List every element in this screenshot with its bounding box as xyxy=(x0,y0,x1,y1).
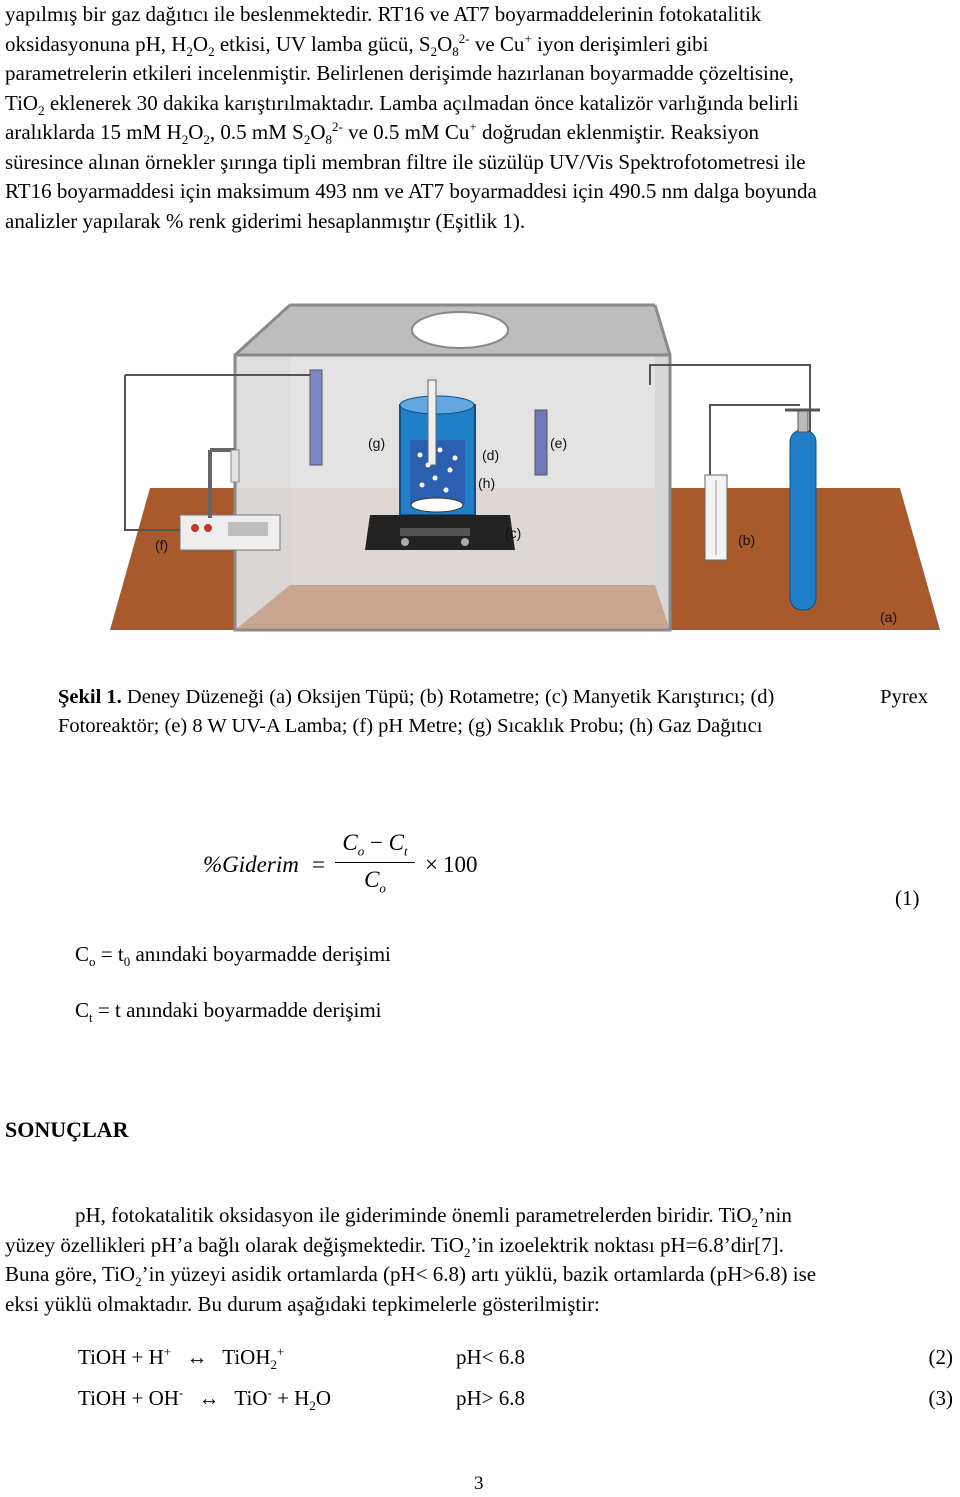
label-b: (b) xyxy=(738,532,756,548)
results-paragraph xyxy=(5,1201,955,1319)
label-a: (a) xyxy=(880,609,898,625)
reaction-2: TiOH + H+ ↔ TiOH$_2$+ pH< 6.8 (2) xyxy=(78,1344,953,1373)
fraction: $C_o - C_t$ $C_o$ xyxy=(335,830,415,893)
text-line: yüzey özellikleri pH’a bağlı olarak değişmektedir. TiO$_2$’in izoelektrik noktası pH=6.8’dir[7]. xyxy=(5,1232,784,1260)
text-line: yapılmış bir gaz dağıtıcı ile beslenmektedir. RT16 ve AT7 boyarmaddelerinin fotokatalitik xyxy=(5,2,762,26)
experimental-setup-figure xyxy=(110,300,940,645)
label-d: (d) xyxy=(482,447,500,463)
label-e: (e) xyxy=(550,435,568,451)
label-f: (f) xyxy=(155,537,169,553)
caption-pyrex: Pyrex xyxy=(880,686,928,708)
page-number: 3 xyxy=(474,1473,484,1494)
text-line: oksidasyonuna pH, $H_2O_2$ etkisi, UV lamba gücü, $S_2O_8^{2-}$ ve Cu+ iyon derişimleri gibi xyxy=(5,30,709,59)
text-line: parametrelerin etkileri incelenmiştir. Belirlenen derişimde hazırlanan boyarmadde çözeltisine, xyxy=(5,61,794,85)
temperature-probe xyxy=(310,370,322,465)
caption-line-1: Şekil 1. Deney Düzeneği (a) Oksijen Tüpü; (b) Rotametre; (c) Manyetik Karıştırıcı; (d) Pyrex xyxy=(58,683,928,712)
top-hole xyxy=(412,312,508,348)
text-line: analizler yapılarak % renk giderimi hesaplanmıştır (Eşitlik 1). xyxy=(5,208,526,233)
caption-line-2: Fotoreaktör; (e) 8 W UV-A Lamba; (f) pH Metre; (g) Sıcaklık Probu; (h) Gaz Dağıtıcı xyxy=(58,715,763,737)
definition-ct: $C_t = t$ anındaki boyarmadde derişimi xyxy=(75,998,382,1026)
text-line: TiO$_2$ eklenerek 30 dakika karıştırılmaktadır. Lamba açılmadan önce katalizör varlığında belirli xyxy=(5,90,799,118)
text-line: eksi yüklü olmaktadır. Bu durum aşağıdaki tepkimelerle gösterilmiştir: xyxy=(5,1291,600,1316)
figure-caption xyxy=(58,683,928,741)
label-h: (h) xyxy=(478,475,496,491)
intro-paragraph xyxy=(5,0,955,236)
text-line: Buna göre, TiO$_2$’in yüzeyi asidik ortamlarda (pH< 6.8) artı yüklü, bazik ortamlarda (pH>6.8) ise xyxy=(5,1262,817,1290)
gas-distributor xyxy=(411,498,463,512)
uv-lamp xyxy=(535,410,547,475)
equation-number: (1) xyxy=(895,886,920,910)
text-line: pH, fotokatalitik oksidasyon ile gideriminde önemli parametrelerden biridir. TiO$_2$’nin xyxy=(75,1203,792,1231)
definition-co: $C_o = t_0$ anındaki boyarmadde derişimi xyxy=(75,942,391,970)
oxygen-tank xyxy=(790,430,816,610)
photoreactor-inner xyxy=(410,440,465,505)
label-c: (c) xyxy=(505,525,522,541)
magnetic-stirrer xyxy=(365,515,515,550)
label-g: (g) xyxy=(368,435,386,451)
text-line: aralıklarda 15 mM $H_2O_2$, 0.5 mM $S_2O_8^{2-}$ ve 0.5 mM Cu+ doğrudan eklenmiştir. Reaksiyon xyxy=(5,119,760,148)
fraction-bar xyxy=(335,862,415,863)
reaction-3: TiOH + OH- ↔ $TiO^- + H_2O$ pH> 6.8 (3) xyxy=(78,1385,953,1414)
text-line: RT16 boyarmaddesi için maksimum 493 nm ve AT7 boyarmaddesi için 490.5 nm dalga boyunda xyxy=(5,179,817,203)
section-heading: SONUÇLAR xyxy=(5,1117,129,1142)
equation-1: %Giderim = $C_o - C_t$ $C_o$ × 100 (1) xyxy=(203,830,920,910)
text-line: süresince alınan örnekler şırınga tipli membran filtre ile süzülüp UV/Vis Spektrofotometresi ile xyxy=(5,149,806,174)
caption-label: Şekil 1. xyxy=(58,686,122,708)
